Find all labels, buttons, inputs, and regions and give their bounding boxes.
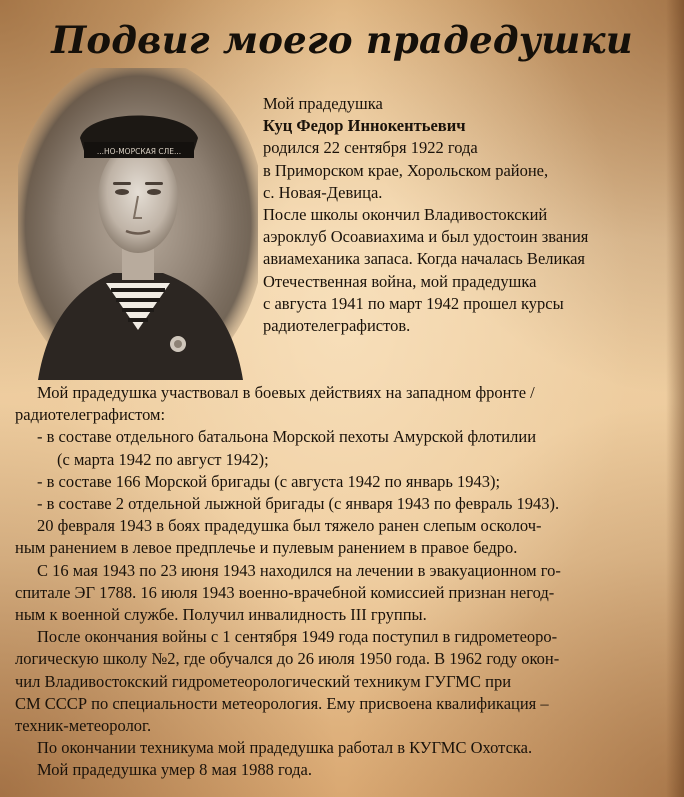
body-line: СМ СССР по специальности метеорология. Ему присвоена квалификация – — [15, 693, 549, 713]
cap-ribbon-text: ...НО-МОРСКАЯ СЛЕ... — [96, 147, 182, 156]
body-line: Мой прадедушка умер 8 мая 1988 года. — [37, 760, 312, 780]
biography-text — [15, 382, 675, 782]
list-item: - в составе 166 Морской бригады (с августа 1942 по январь 1943); — [37, 471, 501, 491]
body-line: С 16 мая 1943 по 23 июня 1943 находился на лечении в эвакуационном го- — [37, 560, 561, 580]
portrait-photo — [18, 68, 258, 380]
intro-line: аэроклуб Осоавиахима и был удостоин звания — [263, 227, 589, 247]
list-item: - в составе 2 отдельной лыжной бригады (с января 1943 по февраль 1943). — [37, 494, 560, 514]
intro-line: Мой прадедушка — [263, 94, 383, 113]
body-line: ным к военной службе. Получил инвалидность III группы. — [15, 605, 427, 625]
body-line: ным ранением в левое предплечье и пулевым ранением в правое бедро. — [15, 538, 518, 558]
intro-line: Отечественная война, мой прадедушка — [263, 271, 537, 291]
list-item-continued: (с марта 1942 по август 1942); — [57, 449, 269, 469]
portrait-photo-image — [18, 68, 258, 380]
body-line: радиотелеграфистом: — [15, 405, 166, 425]
body-line: После окончания войны с 1 сентября 1949 года поступил в гидрометеоро- — [37, 627, 558, 647]
intro-line: в Приморском крае, Хорольском районе, — [263, 160, 549, 180]
body-line: 20 февраля 1943 в боях прадедушка был тяжело ранен слепым осколоч- — [37, 516, 542, 536]
intro-line: родился 22 сентября 1922 года — [263, 138, 478, 158]
intro-line: с. Новая-Девица. — [263, 182, 383, 202]
body-line: По окончании техникума мой прадедушка работал в КУГМС Охотска. — [37, 738, 533, 758]
intro-text — [263, 93, 673, 337]
body-line: Мой прадедушка участвовал в боевых действиях на западном фронте / — [37, 383, 535, 402]
body-line: логическую школу №2, где обучался до 26 июля 1950 года. В 1962 году окон- — [15, 649, 560, 669]
page-title: Подвиг моего прадедушки — [51, 18, 633, 62]
body-line: спитале ЭГ 1788. 16 июля 1943 военно-врачебной комиссией признан негод- — [15, 582, 555, 602]
intro-line: с августа 1941 по март 1942 прошел курсы — [263, 293, 564, 313]
intro-line: После школы окончил Владивостокский — [263, 205, 548, 225]
intro-line: авиамеханика запаса. Когда началась Великая — [263, 249, 586, 269]
list-item: - в составе отдельного батальона Морской пехоты Амурской флотилии — [37, 427, 537, 447]
person-name: Куц Федор Иннокентьевич — [263, 116, 466, 136]
body-line: техник-метеоролог. — [15, 716, 152, 736]
intro-line: радиотелеграфистов. — [263, 316, 411, 336]
body-line: чил Владивостокский гидрометеорологический техникум ГУГМС при — [15, 671, 512, 691]
